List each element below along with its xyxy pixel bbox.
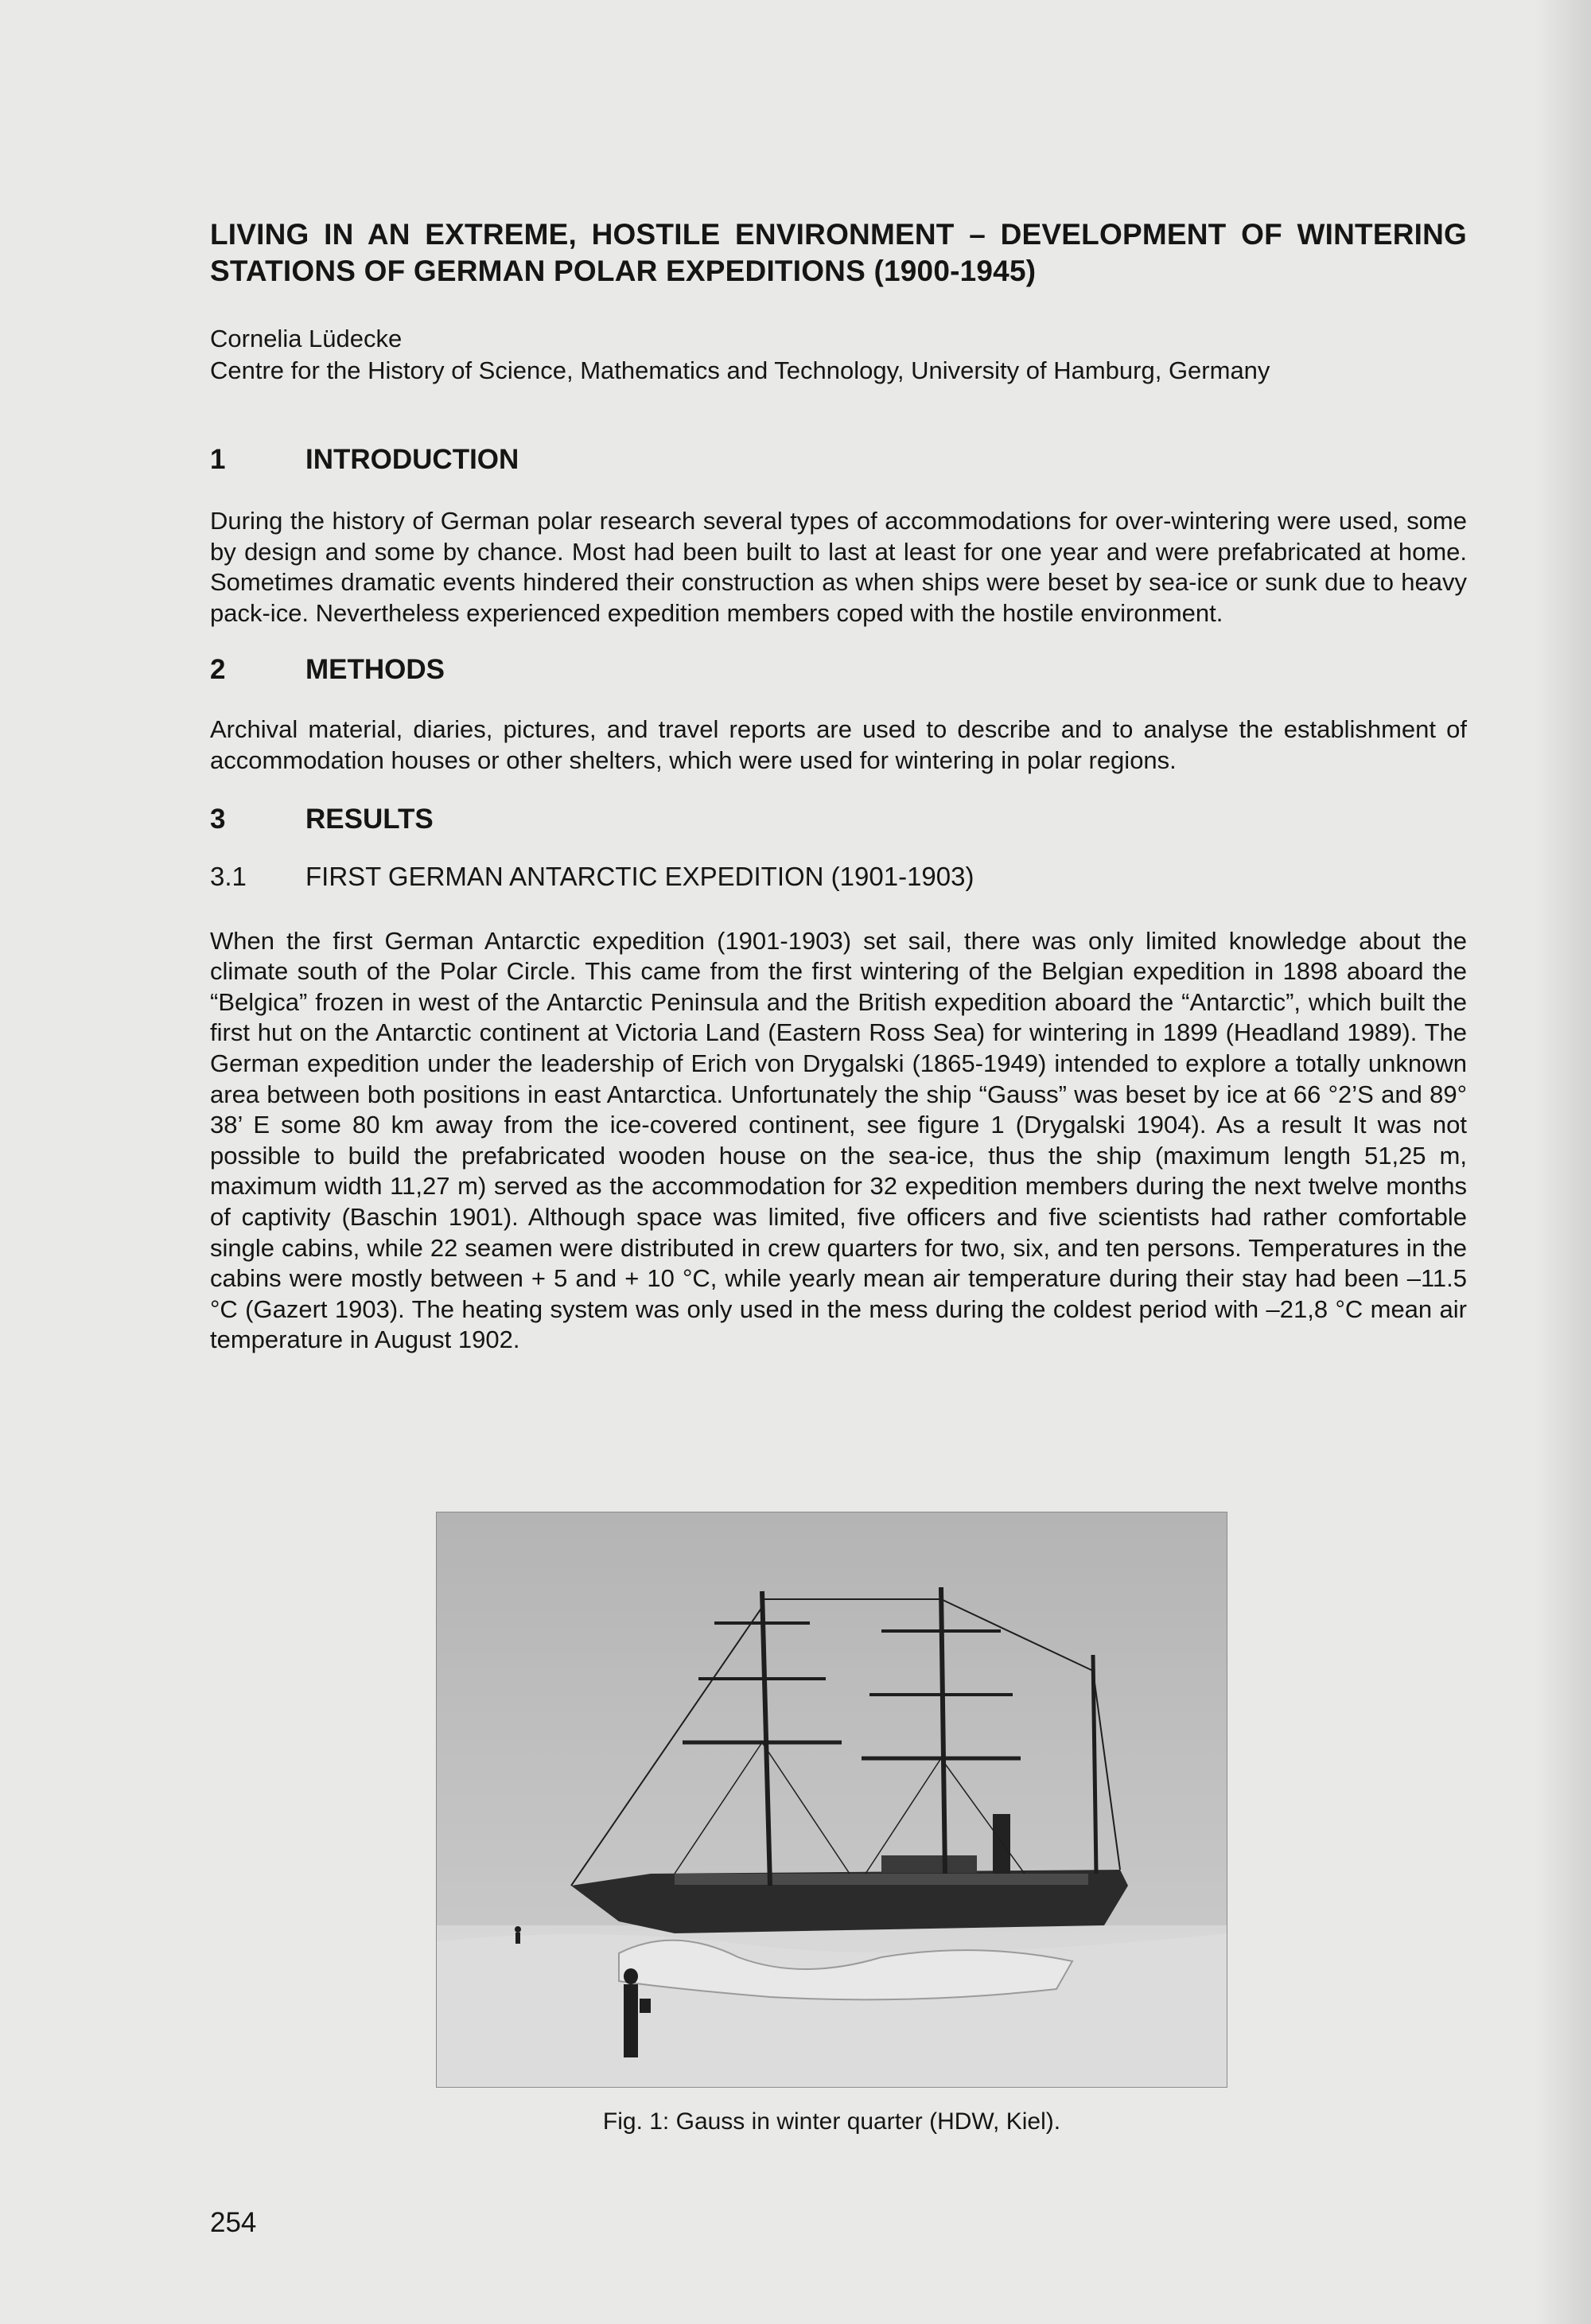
section-number: 2: [210, 654, 226, 686]
figure-ship-photo: [436, 1512, 1227, 2088]
section-title: METHODS: [305, 654, 445, 686]
page-number: 254: [210, 2207, 257, 2238]
figure-caption: Fig. 1: Gauss in winter quarter (HDW, Kiel).: [602, 2108, 1061, 2135]
page-edge-shadow: [1535, 0, 1591, 2324]
author-block: [210, 323, 1467, 387]
author-name: Cornelia Lüdecke: [210, 325, 403, 352]
section-heading-results: [210, 802, 1467, 837]
section-number: 3: [210, 803, 226, 835]
section-number: 1: [210, 444, 226, 475]
author-affiliation: Centre for the History of Science, Mathematics and Technology, University of Hamburg, Germany: [210, 356, 1270, 384]
article-body: [210, 216, 1467, 1356]
subsection-heading-first-expedition: [210, 859, 1467, 894]
subsection-number: 3.1: [210, 861, 247, 891]
results-paragraph: When the first German Antarctic expedition (1901-1903) set sail, there was only limited knowledge about the climate south of the Polar Circle. This came from the first wintering of the Belgian expedition in 1898 aboard the “Belgica” frozen in west of the Antarctic Peninsula and the British expedition aboard the “Antarctic”, which built the first hut on the Antarctic continent at Victoria Land (Eastern Ross Sea) for wintering in 1899 (Headland 1989). The German expedition under the leadership of Erich von Drygalski (1865-1949) intended to explore a totally unknown area between both positions in east Antarctica. Unfortunately the ship “Gauss” was beset by ice at 66 °2’S and 89° 38’ E some 80 km away from the ice-covered continent, see figure 1 (Drygalski 1904). As a result It was not possible to build the prefabricated wooden house on the sea-ice, thus the ship (maximum length 51,25 m, maximum width 11,27 m) served as the accommodation for 32 expedition members during the next twelve months of captivity (Baschin 1901). Although space was limited, five officers and five scientists had rather comfortable single cabins, while 22 seamen were distributed in crew quarters for two, six, and ten persons. Temperatures in the cabins were mostly between + 5 and + 10 °C, while yearly mean air temperature during their stay had been –11.5 °C (Gazert 1903). The heating system was only used in the mess during the coldest period with –21,8 °C mean air temperature in August 1902.: [210, 926, 1467, 1354]
section-heading-methods: [210, 652, 1467, 687]
methods-paragraph: Archival material, diaries, pictures, and travel reports are used to describe and to analyse the establishment of accommodation houses or other shelters, which were used for wintering in polar regions.: [210, 715, 1467, 774]
ship-photo-illustration: [436, 1512, 1227, 2088]
paper-title: LIVING IN AN EXTREME, HOSTILE ENVIRONMENT – DEVELOPMENT OF WINTERING STATIONS OF GERMAN POLAR EXPEDITIONS (1900-1945): [210, 218, 1467, 287]
section-title: INTRODUCTION: [305, 444, 519, 475]
section-heading-introduction: [210, 442, 1467, 477]
introduction-paragraph: During the history of German polar research several types of accommodations for over-wintering were used, some by design and some by chance. Most had been built to last at least for one year and were prefabricated at home. Sometimes dramatic events hindered their construction as when ships were beset by sea-ice or sunk due to heavy pack-ice. Nevertheless experienced expedition members coped with the hostile environment.: [210, 507, 1467, 627]
subsection-title: FIRST GERMAN ANTARCTIC EXPEDITION (1901-1903): [305, 861, 974, 891]
section-title: RESULTS: [305, 803, 434, 835]
